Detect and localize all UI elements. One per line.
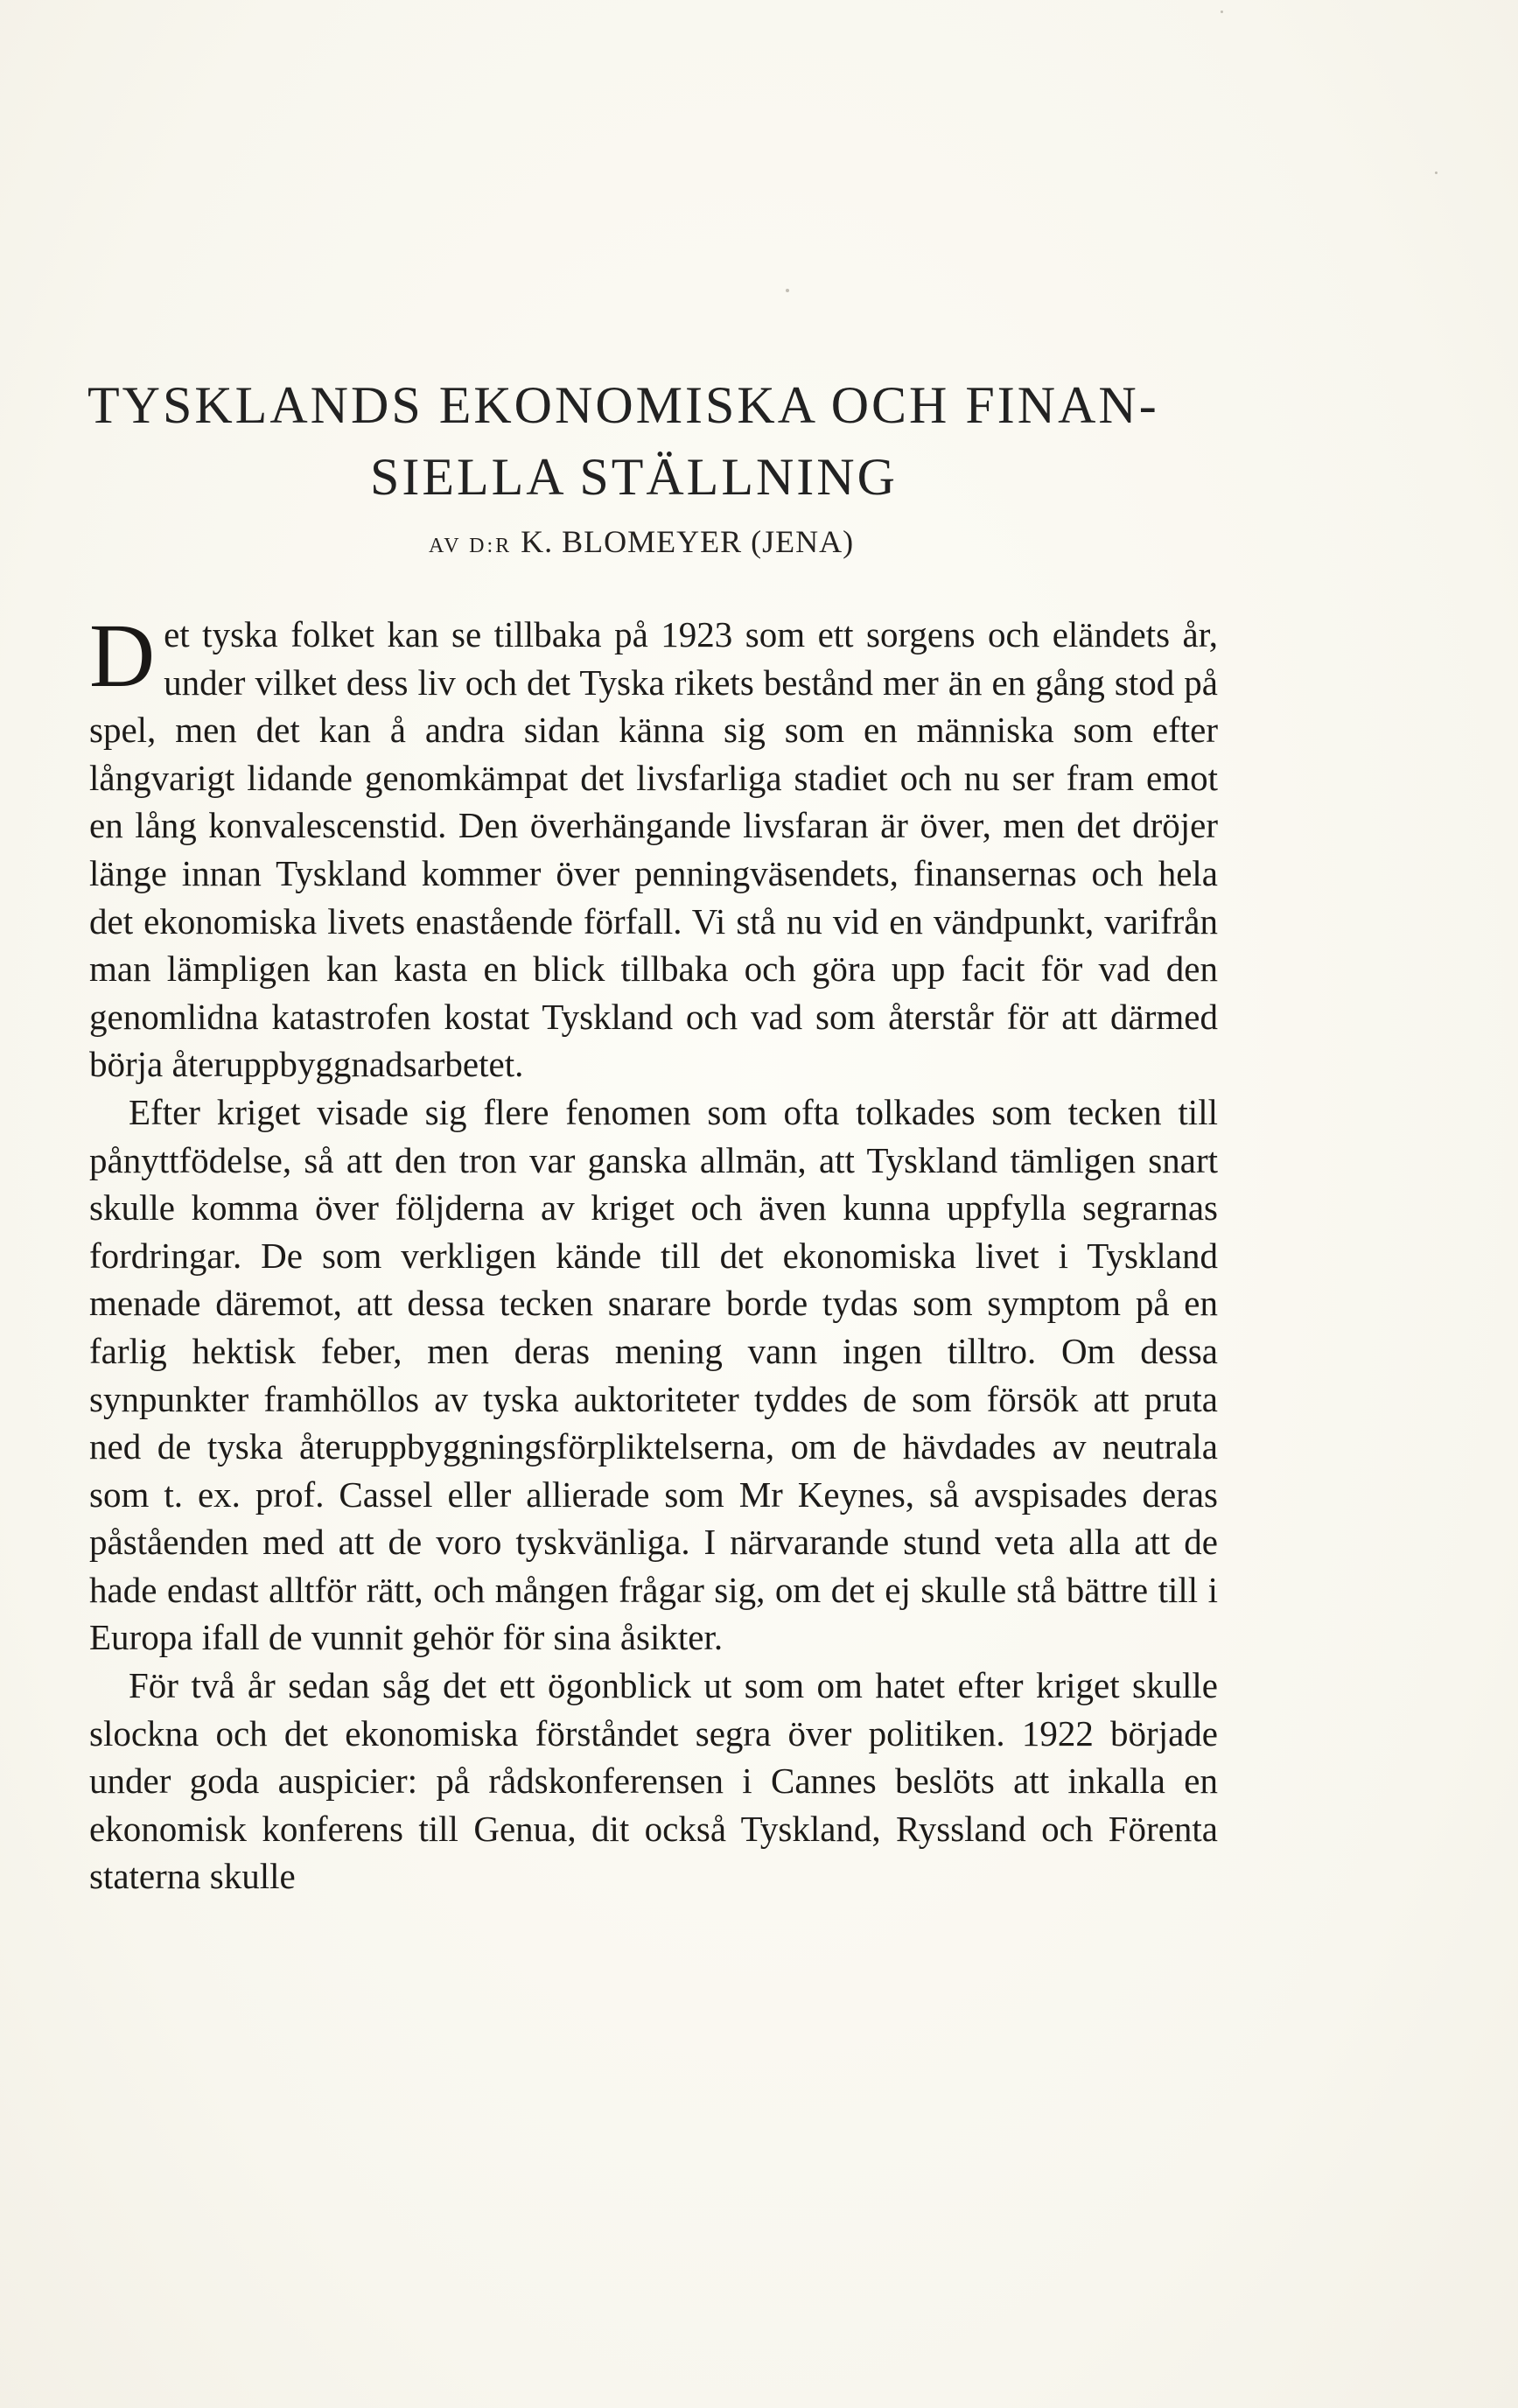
paragraph-1-text: et tyska folket kan se tillbaka på 1923 som ett sorgens och eländets år, under vilket dess liv och det Tyska rikets bestånd mer än en gång stod på spel, men det kan å andra sidan känna sig som en människa som efter långvarigt lidande genomkämpat det livsfarliga stadiet och nu ser fram emot en lång konvalescenstid. Den överhängande livsfaran är över, men det dröjer länge innan Tyskland kommer över penningväsendets, finansernas och hela det ekonomiska livets enastående förfall. Vi stå nu vid en vändpunkt, varifrån man lämpligen kan kasta en blick tillbaka och göra upp facit för vad den genomlidna katastrofen kostat Tyskland och vad som återstår för att därmed börja återuppbyggnadsarbetet.	[89, 614, 1218, 1085]
title-line-2: SIELLA STÄLLNING	[370, 448, 898, 506]
drop-cap: D	[89, 606, 156, 706]
paper-speck	[1435, 172, 1438, 174]
paper-speck	[786, 289, 789, 292]
title-line-1: TYSKLANDS EKONOMISKA OCH FINAN-	[87, 376, 1159, 434]
paragraph-1	[89, 606, 1218, 1088]
article-title	[87, 369, 1225, 513]
byline-author: K. BLOMEYER (JENA)	[521, 524, 855, 559]
paper-speck	[1221, 10, 1223, 13]
byline-prefix: AV D:R	[429, 535, 513, 557]
paragraph-3: För två år sedan såg det ett ögonblick ut som om hatet efter kriget skulle slockna och det ekonomiska förståndet segra över politiken. 1922 började under goda auspicier: på rådskonferensen i Cannes beslöts att inkalla en ekonomisk konferens till Genua, dit också Tyskland, Ryssland och Förenta staterna skulle	[89, 1665, 1218, 1897]
paragraph-2: Efter kriget visade sig flere fenomen som ofta tolkades som tecken till pånyttfödelse, så att den tron var ganska allmän, att Tyskland tämligen snart skulle komma över följderna av kriget och även kunna uppfylla segrarnas fordringar. De som verkligen kände till det ekonomiska livet i Tyskland menade däremot, att dessa tecken snarare borde tydas som symptom på en farlig hektisk feber, men deras mening vann ingen tilltro. Om dessa synpunkter framhöllos av tyska auktoriteter tyddes de som försök att pruta ned de tyska återuppbyggningsförpliktelserna, om de hävdades av neutrala som t. ex. prof. Cassel eller allierade som Mr Keynes, så avspisades deras påståenden med att de voro tyskvänliga. I närvarande stund veta alla att de hade endast alltför rätt, och mången frågar sig, om det ej skulle stå bättre till i Europa ifall de vunnit gehör för sina åsikter.	[89, 1091, 1218, 1658]
article-body	[89, 606, 1218, 1900]
byline	[429, 523, 854, 560]
